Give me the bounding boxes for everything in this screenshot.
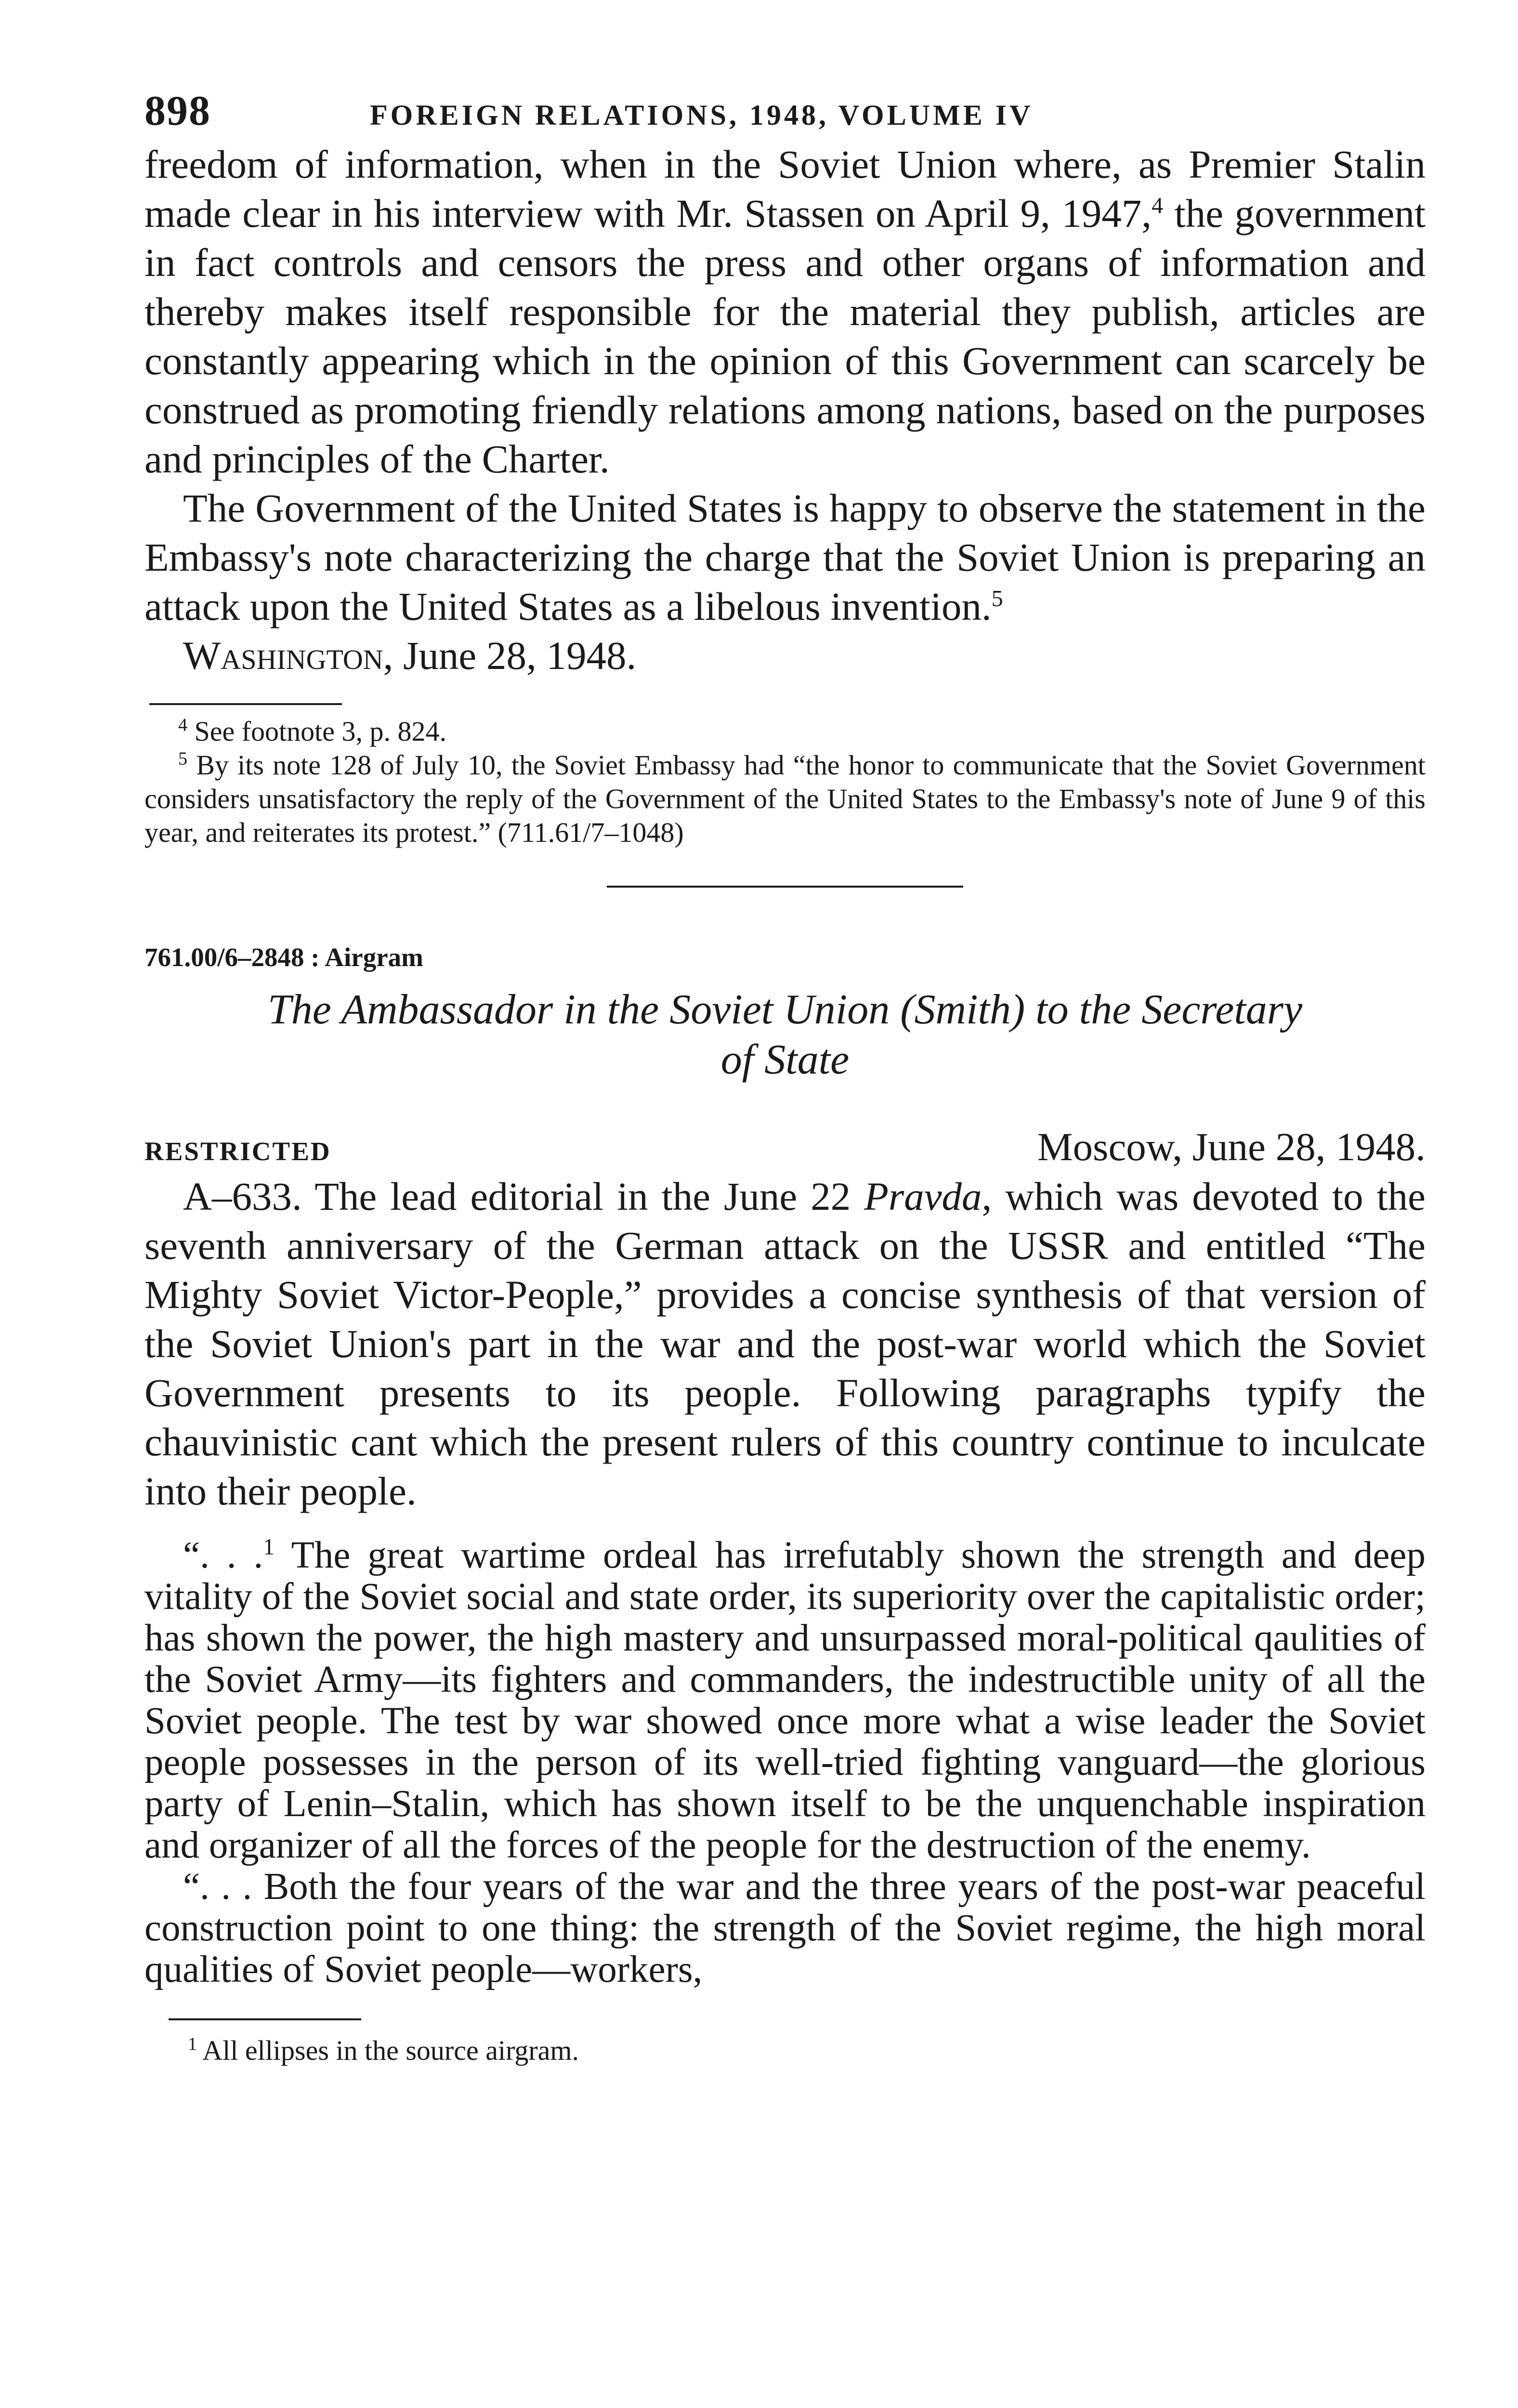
footnotes-top <box>144 715 1426 850</box>
place-date: Moscow, June 28, 1948. <box>1037 1125 1426 1169</box>
dateline-city: Washington <box>183 633 383 678</box>
publication-name: Pravda <box>864 1174 982 1218</box>
footnote-text: See footnote 3, p. 824. <box>187 716 447 747</box>
footnote-ref: 5 <box>991 586 1003 612</box>
footnote-bottom <box>144 2034 1426 2068</box>
footnote <box>144 715 1426 748</box>
section-divider <box>607 886 963 888</box>
body-text: The Government of the United States is happy to observe the statement in the Embassy's note characterizing the charge that the Soviet Union is preparing an attack upon the United States as a libelous invention. <box>144 486 1426 628</box>
dateline <box>183 631 1426 680</box>
footnote-rule <box>169 2018 361 2020</box>
footnote <box>144 748 1426 850</box>
quote-text: The great wartime ordeal has irrefutably shown the strength and deep vitality of the Soviet social and state order, its superiority over the capitalistic order; has shown the power, the high mastery and unsurpassed moral-political qaulities of the Soviet Army—its fighters and commanders, the indestructible unity of all the Soviet people. The test by war showed once more what a wise leader the Soviet people possesses in the person of its well-tried fighting vanguard—the glorious party of Lenin–Stalin, which has shown itself to be the unquenchable inspiration and organizer of all the forces of the people for the destruction of the enemy. <box>144 1534 1426 1866</box>
quoted-editorial <box>144 1535 1426 1990</box>
body-text: the government in fact controls and censors the press and other organs of information and thereby makes itself responsible for the material they publish, articles are constantly appearing which in the opinion of this Government can scarcely be construed as promoting friendly relations among nations, based on the purposes and principles of the Charter. <box>144 191 1426 481</box>
document-page <box>144 87 1426 2068</box>
airgram-body <box>144 1172 1426 1516</box>
classification-line <box>144 1124 1426 1172</box>
footnote-text: By its note 128 of July 10, the Soviet Embassy had “the honor to communicate that the Soviet Government considers unsatisfactory the reply of the Government of the United States to the Embassy's note of June 9 of this year, and reiterates its protest.” (711.61/7–1048) <box>144 749 1426 848</box>
body-paragraph <box>144 140 1426 484</box>
footnote <box>144 2034 1426 2068</box>
footnote-number: 4 <box>178 715 187 735</box>
classification-label: RESTRICTED <box>144 1137 331 1166</box>
continued-body <box>144 140 1426 631</box>
footnote-rule <box>149 703 342 705</box>
quote-paragraph <box>144 1535 1426 1866</box>
body-text: A–633. The lead editorial in the June 22 <box>183 1174 864 1218</box>
quote-text: “. . . Both the four years of the war and the three years of the post-war peaceful construction point to one thing: the strength of the Soviet regime, the high moral qualities of Soviet people—workers, <box>144 1866 1426 1990</box>
footnote-ref: 4 <box>1152 193 1164 219</box>
title-line: of State <box>720 1036 850 1083</box>
dateline-date: , June 28, 1948. <box>383 633 637 678</box>
title-line: The Ambassador in the Soviet Union (Smith) to the Secretary <box>267 986 1303 1033</box>
body-text: , which was devoted to the seventh anniversary of the German attack on the USSR and entitled “The Mighty Soviet Victor-People,” provides a concise synthesis of that version of the Soviet Union's part in the war and the post-war world which the Soviet Government presents to its people. Following paragraphs typify the chauvinistic cant which the present rulers of this country continue to inculcate into their people. <box>144 1174 1426 1513</box>
document-title <box>144 985 1426 1085</box>
quote-open: “. . . <box>183 1534 263 1576</box>
footnote-ref: 1 <box>263 1534 275 1560</box>
running-head: FOREIGN RELATIONS, 1948, VOLUME IV <box>370 99 1034 131</box>
page-number: 898 <box>144 88 211 134</box>
footnote-number: 1 <box>188 2034 197 2055</box>
footnote-number: 5 <box>178 748 187 769</box>
quote-paragraph <box>144 1866 1426 1990</box>
body-paragraph <box>144 1172 1426 1516</box>
page-header <box>144 87 1426 140</box>
footnote-text: All ellipses in the source airgram. <box>197 2035 579 2066</box>
body-paragraph <box>144 484 1426 631</box>
body-text: freedom of information, when in the Soviet Union where, as Premier Stalin made clear in his interview with Mr. Stassen on April 9, 1947, <box>144 142 1426 236</box>
file-reference: 761.00/6–2848 : Airgram <box>144 942 423 972</box>
